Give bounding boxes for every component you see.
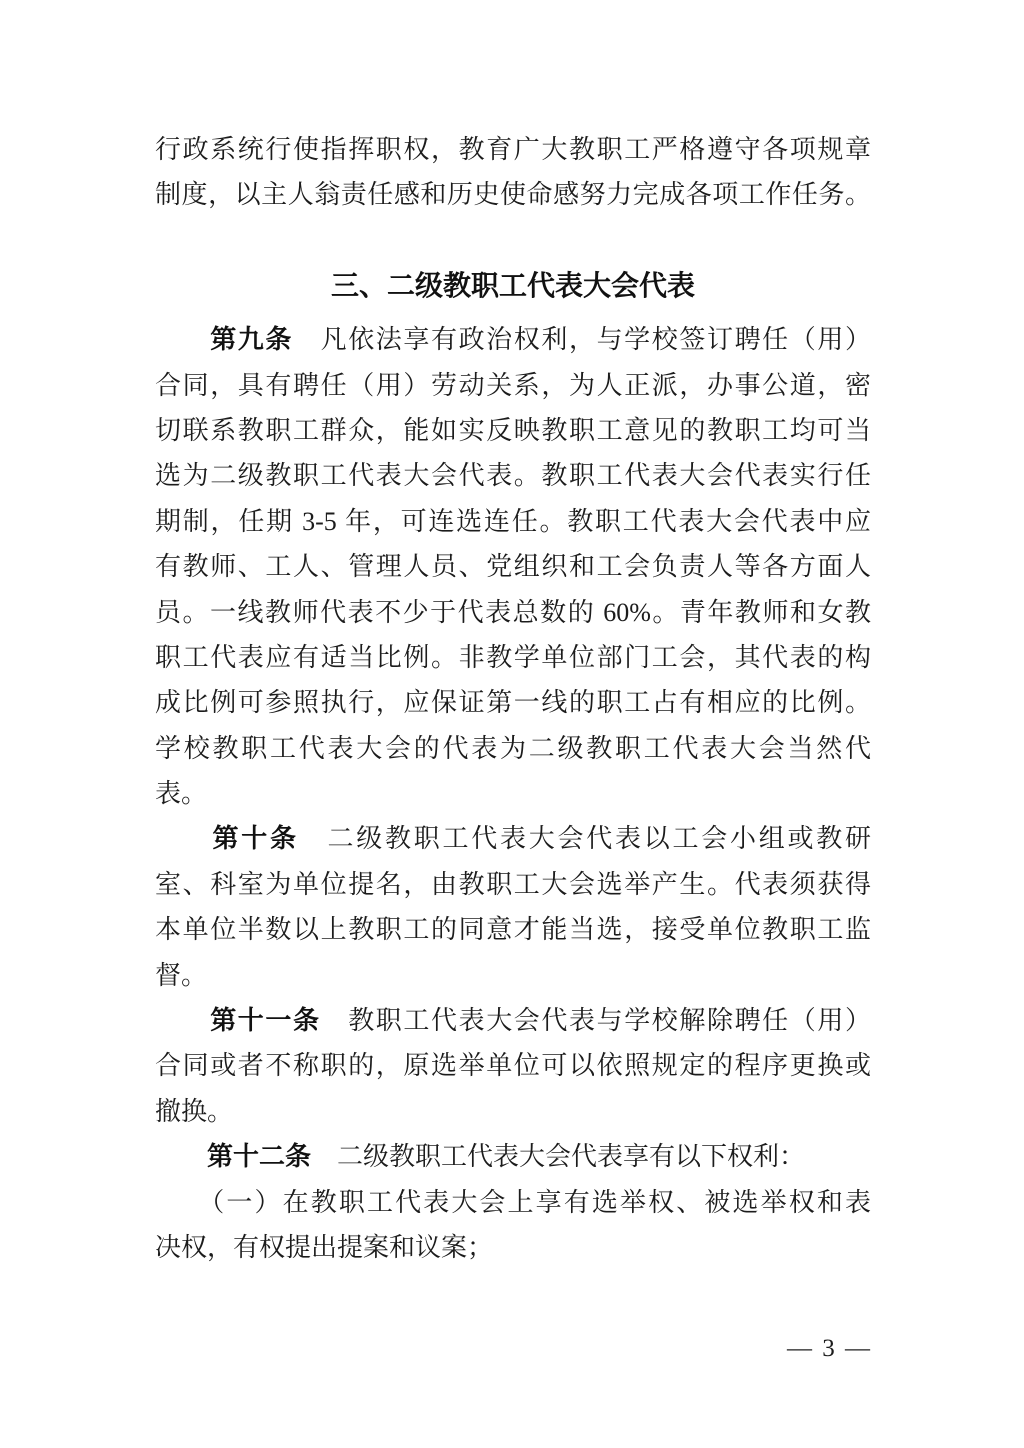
body-text: 二级教职工代表大会代表以工会小组或教研 (298, 824, 871, 854)
body-text: 有教师、工人、管理人员、党组织和工会负责人等各方面人 (155, 552, 871, 582)
document-body (155, 127, 871, 1270)
text-line (155, 544, 871, 589)
body-text: 合同，具有聘任（用）劳动关系，为人正派，办事公道，密 (155, 370, 871, 400)
text-line (155, 453, 871, 498)
body-text: 期制，任期 3-5 年，可连选连任。教职工代表大会代表中应 (155, 506, 871, 536)
body-text: 选为二级教职工代表大会代表。教职工代表大会代表实行任 (155, 461, 871, 491)
body-text: 决权，有权提出提案和议案； (155, 1232, 494, 1262)
text-line (155, 499, 871, 544)
body-text: 成比例可参照执行，应保证第一线的职工占有相应的比例。 (155, 688, 871, 718)
body-text (155, 824, 213, 853)
body-text: 凡依法享有政治权利，与学校签订聘任（用） (293, 325, 871, 355)
body-text: 室、科室为单位提名，由教职工大会选举产生。代表须获得 (155, 869, 871, 899)
text-line (155, 726, 871, 771)
body-text: 二级教职工代表大会代表享有以下权利： (311, 1142, 806, 1172)
body-text: 学校教职工代表大会的代表为二级教职工代表大会当然代 (155, 733, 871, 763)
page-number: — 3 — (787, 1335, 872, 1362)
body-text (155, 325, 210, 354)
body-text: 教职工代表大会代表与学校解除聘任（用） (320, 1006, 871, 1036)
body-text: 本单位半数以上教职工的同意才能当选，接受单位教职工监 (155, 915, 871, 945)
body-text: 撤换。 (155, 1096, 234, 1126)
body-text: （一）在教职工代表大会上享有选举权、被选举权和表 (155, 1187, 871, 1217)
body-text: 合同或者不称职的，原选举单位可以依照规定的程序更换或 (155, 1051, 871, 1081)
text-line (155, 590, 871, 635)
body-text: 表。 (155, 779, 208, 809)
body-text: 职工代表应有适当比例。非教学单位部门工会，其代表的构 (155, 642, 871, 672)
body-text (155, 1142, 207, 1171)
text-line (155, 317, 871, 362)
text-line (155, 1134, 871, 1179)
article-number: 第十二条 (207, 1141, 312, 1172)
article-number: 第九条 (210, 324, 293, 355)
text-line (155, 1225, 871, 1270)
text-line (155, 408, 871, 453)
body-text: 员。一线教师代表不少于代表总数的 60%。青年教师和女教 (155, 597, 871, 627)
text-line (155, 680, 871, 725)
section-heading (155, 263, 871, 308)
text-line (155, 127, 871, 172)
text-line (155, 953, 871, 998)
text-line (155, 862, 871, 907)
text-line (155, 1180, 871, 1225)
body-text: 督。 (155, 960, 208, 990)
text-line (155, 771, 871, 816)
body-text: 行政系统行使指挥职权，教育广大教职工严格遵守各项规章 (155, 135, 871, 164)
article-number: 第十条 (212, 823, 299, 854)
body-text: 切联系教职工群众，能如实反映教职工意见的教职工均可当 (155, 415, 871, 445)
text-line (155, 635, 871, 680)
text-line (155, 363, 871, 408)
text-line (155, 1043, 871, 1088)
article-number: 第十一条 (210, 1005, 321, 1036)
body-text: 制度，以主人翁责任感和历史使命感努力完成各项工作任务。 (155, 180, 871, 210)
text-line (155, 816, 871, 861)
article-number: 三、二级教职工代表大会代表 (330, 269, 695, 301)
text-line (155, 1089, 871, 1134)
text-line (155, 998, 871, 1043)
text-line (155, 172, 871, 217)
body-text (155, 1006, 210, 1035)
text-line (155, 907, 871, 952)
